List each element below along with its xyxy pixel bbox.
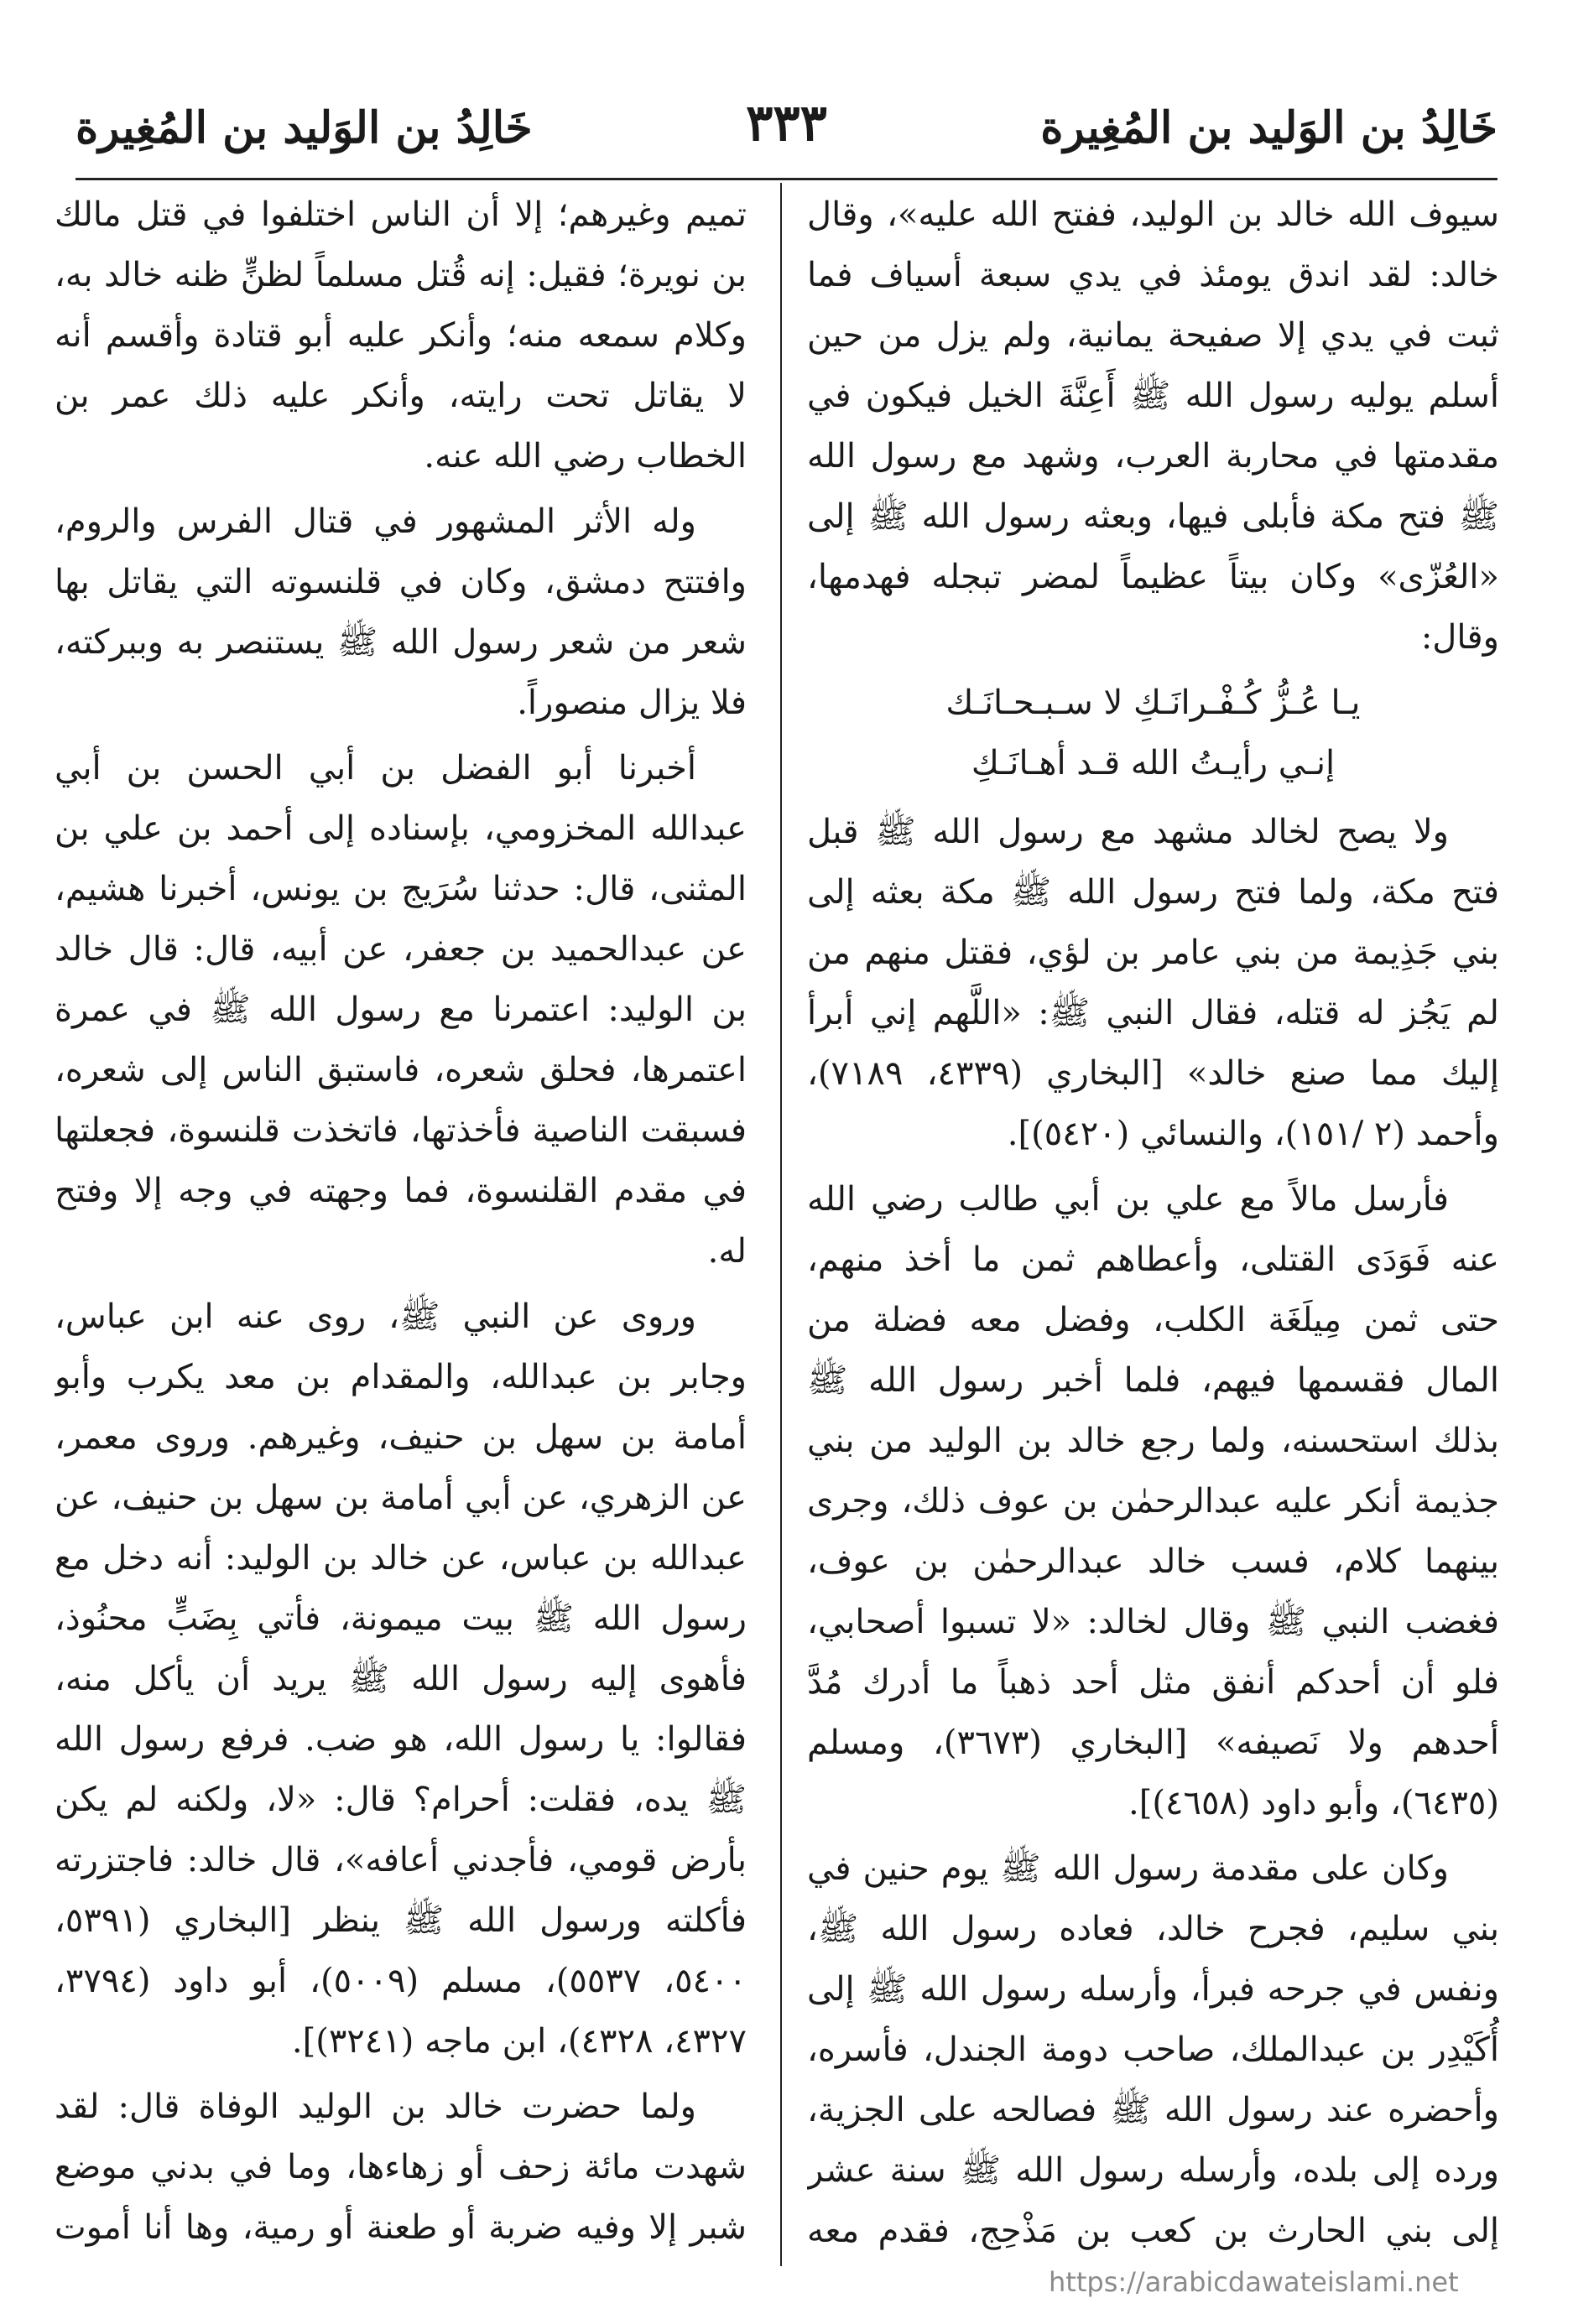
left-paragraph-2: وله الأثر المشهور في قتال الفرس والروم، وافتتح دمشق، وكان في قلنسوته التي يقاتل بها شعر من شعر رسول الله ﷺ يستنصر به وببركته، فلا يزال منصوراً. [55, 502, 747, 722]
right-paragraph-4: وكان على مقدمة رسول الله ﷺ يوم حنين في بني سليم، فجرح خالد، فعاده رسول الله ﷺ، ونفس في جرحه فبرأ، وأرسله رسول الله ﷺ إلى أُكَيْدِر بن عبدالملك، صاحب دومة الجندل، فأسره، وأحضره عند رسول الله ﷺ فصالحه على الجزية، ورده إلى بلده، وأرسله رسول الله ﷺ سنة عشر إلى بني الحارث بن كعب بن مَذْحِج، فقدم معه [807, 1849, 1499, 2250]
right-paragraph-1: سيوف الله خالد بن الوليد، ففتح الله عليه»، وقال خالد: لقد اندق يومئذ في يدي سبعة أسياف فما ثبت في يدي إلا صفيحة يمانية، ولم يزل من حين أسلم يوليه رسول الله ﷺ أَعِنَّةَ الخيل فيكون في مقدمتها في محاربة العرب، وشهد مع رسول الله ﷺ فتح مكة فأبلى فيها، وبعثه رسول الله ﷺ إلى «العُزّى» وكان بيتاً عظيماً لمضر تبجله فهدمها، وقال: [807, 195, 1499, 657]
page-header [0, 77, 1573, 178]
column-divider [780, 183, 782, 2266]
poem-line-2: إنـي رأيـتُ الله قـد أهـانَـكِ [971, 744, 1336, 782]
left-column [55, 185, 747, 2264]
left-paragraph-4: وروى عن النبي ﷺ، روى عنه ابن عباس، وجابر بن عبدالله، والمقدام بن معد يكرب وأبو أمامة بن سهل بن حنيف، وغيرهم. وروى معمر، عن الزهري، عن أبي أمامة بن سهل بن حنيف، عن عبدالله بن عباس، عن خالد بن الوليد: أنه دخل مع رسول الله ﷺ بيت ميمونة، فأتي بِضَبٍّ محنُوذ، فأهوى إليه رسول الله ﷺ يريد أن يأكل منه، فقالوا: يا رسول الله، هو ضب. فرفع رسول الله ﷺ يده، فقلت: أحرام؟ قال: «لا، ولكنه لم يكن بأرض قومي، فأجدني أعافه»، قال خالد: فاجتزرته فأكلته ورسول الله ﷺ ينظر [البخاري (٥٣٩١، ٥٤٠٠، ٥٥٣٧)، مسلم (٥٠٠٩)، أبو داود (٣٧٩٤، ٤٣٢٧، ٤٣٢٨)، ابن ماجه (٣٢٤١)]. [55, 1297, 747, 2061]
header-rule [76, 178, 1497, 180]
running-title-right: خَالِدُ بن الوَليد بن المُغِيرة [1040, 102, 1497, 153]
left-paragraph-3: أخبرنا أبو الفضل بن أبي الحسن بن أبي عبدالله المخزومي، بإسناده إلى أحمد بن علي بن المثنى، قال: حدثنا سُرَيج بن يونس، أخبرنا هشيم، عن عبدالحميد بن جعفر، عن أبيه، قال: قال خالد بن الوليد: اعتمرنا مع رسول الله ﷺ في عمرة اعتمرها، فحلق شعره، فاستبق الناس إلى شعره، فسبقت الناصية فأخذتها، فاتخذت قلنسوة، فجعلتها في مقدم القلنسوة، فما وجهته في وجه إلا وفتح له. [55, 749, 747, 1271]
right-column [807, 185, 1499, 2264]
poem-line-1: يـا عُـزُّ كُـفْـرانَـكِ لا سـبـحـانَـك [945, 684, 1361, 722]
running-title-left: خَالِدُ بن الوَليد بن المُغِيرة [76, 102, 533, 153]
poem [807, 673, 1499, 793]
left-paragraph-5: ولما حضرت خالد بن الوليد الوفاة قال: لقد شهدت مائة زحف أو زهاءها، وما في بدني موضع شبر إلا وفيه ضربة أو طعنة أو رمية، وها أنا أموت [55, 2087, 747, 2247]
right-paragraph-2: ولا يصح لخالد مشهد مع رسول الله ﷺ قبل فتح مكة، ولما فتح رسول الله ﷺ مكة بعثه إلى بني جَذِيمة من بني عامر بن لؤي، فقتل منهم من لم يَجُز له قتله، فقال النبي ﷺ: «اللَّهم إني أبرأ إليك مما صنع خالد» [البخاري (٤٣٣٩، ٧١٨٩)، وأحمد (٢ /١٥١)، والنسائي (٥٤٢٠)]. [807, 813, 1499, 1153]
left-paragraph-1: تميم وغيرهم؛ إلا أن الناس اختلفوا في قتل مالك بن نويرة؛ فقيل: إنه قُتل مسلماً لظنٍّ ظنه خالد به، وكلام سمعه منه؛ وأنكر عليه أبو قتادة وأقسم أنه لا يقاتل تحت رايته، وأنكر عليه ذلك عمر بن الخطاب رضي الله عنه. [55, 195, 747, 476]
right-paragraph-3: فأرسل مالاً مع علي بن أبي طالب رضي الله عنه فَوَدَى القتلى، وأعطاهم ثمن ما أخذ منهم، حتى ثمن مِيلَغَة الكلب، وفضل معه فضلة من المال فقسمها فيهم، فلما أخبر رسول الله ﷺ بذلك استحسنه، ولما رجع خالد بن الوليد من بني جذيمة أنكر عليه عبدالرحمٰن بن عوف ذلك، وجرى بينهما كلام، فسب خالد عبدالرحمٰن بن عوف، فغضب النبي ﷺ وقال لخالد: «لا تسبوا أصحابي، فلو أن أحدكم أنفق مثل أحد ذهباً ما أدرك مُدَّ أحدهم ولا نَصيفه» [البخاري (٣٦٧٣)، ومسلم (٦٤٣٥)، وأبو داود (٤٦٥٨)]. [807, 1180, 1499, 1822]
page-number: ٣٣٣ [746, 94, 827, 153]
watermark-url: https://arabicdawateislami.net [1049, 2266, 1459, 2298]
